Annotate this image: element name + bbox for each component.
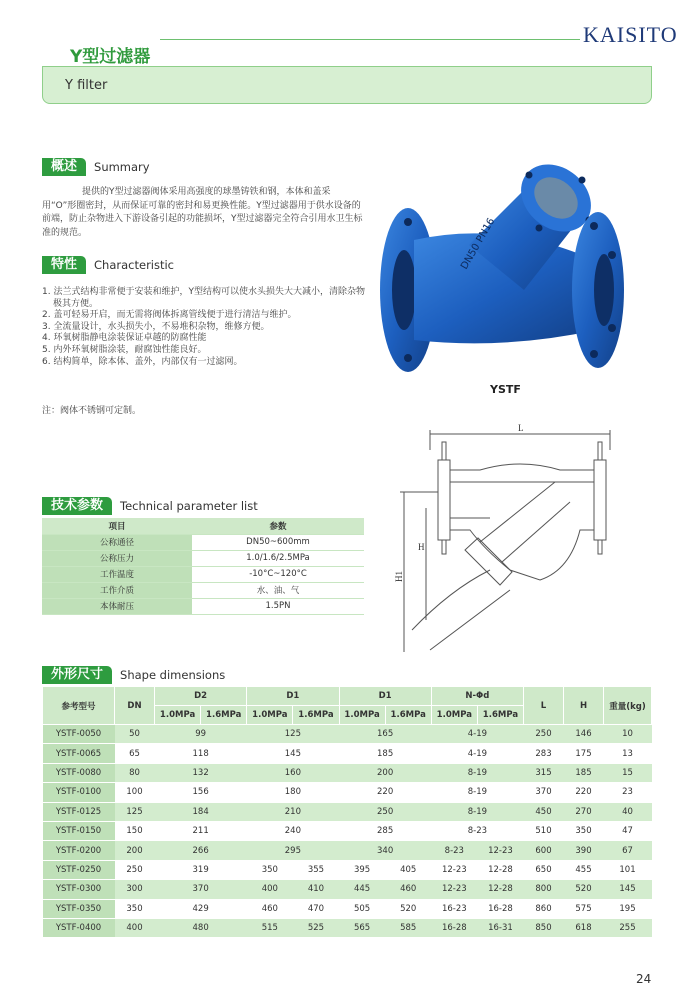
table-cell: 16-28	[477, 899, 523, 918]
table-cell: YSTF-0050	[43, 725, 115, 744]
tech-tag: 技术参数	[42, 497, 112, 515]
table-cell: YSTF-0125	[43, 802, 115, 821]
table-cell: 350	[247, 860, 293, 879]
summary-label: Summary	[94, 160, 150, 174]
sub-col: 1.6MPa	[385, 706, 431, 725]
table-cell: 266	[155, 841, 247, 860]
table-cell: 860	[524, 899, 564, 918]
table-cell: 220	[564, 783, 604, 802]
list-item: 2. 盖可轻易开启，而无需将阀体拆离管线便于进行清洁与维护。	[42, 310, 297, 321]
table-cell: 185	[339, 744, 431, 763]
sub-col: 1.0MPa	[339, 706, 385, 725]
summary-tag: 概述	[42, 158, 86, 176]
table-cell: 水、油、气	[192, 582, 364, 598]
table-cell: 355	[293, 860, 339, 879]
table-cell: 285	[339, 821, 431, 840]
table-cell: 150	[115, 821, 155, 840]
list-item: 3. 全流量设计，水头损失小，不易堆积杂物，维修方便。	[42, 321, 270, 332]
table-cell: 13	[604, 744, 652, 763]
table-cell: 99	[155, 725, 247, 744]
brand-rule	[160, 39, 580, 40]
page-number: 24	[636, 972, 652, 986]
table-cell: 510	[524, 821, 564, 840]
table-cell: 1.0/1.6/2.5MPa	[192, 550, 364, 566]
table-cell: 250	[339, 802, 431, 821]
table-cell: 650	[524, 860, 564, 879]
list-item: 1. 法兰式结构非常便于安装和维护，Y型结构可以使水头损失大大减小，清除杂物极其方便。	[42, 287, 365, 309]
list-item: 4. 环氧树脂静电涂装保证卓越的防腐性能	[42, 333, 207, 344]
table-cell: 800	[524, 880, 564, 899]
table-cell: 65	[115, 744, 155, 763]
product-label: YSTF	[490, 383, 521, 396]
table-cell: 520	[564, 880, 604, 899]
table-cell: 本体耐压	[42, 598, 192, 614]
table-cell: 250	[524, 725, 564, 744]
table-row	[43, 821, 652, 840]
col-d1b: D1	[339, 687, 431, 706]
table-cell: 400	[115, 918, 155, 937]
table-cell: 47	[604, 821, 652, 840]
table-cell: 4-19	[431, 744, 523, 763]
table-cell: 390	[564, 841, 604, 860]
table-row	[43, 899, 652, 918]
table-cell: 410	[293, 880, 339, 899]
table-cell: 23	[604, 783, 652, 802]
col-d1a: D1	[247, 687, 339, 706]
dims-heading	[42, 666, 225, 684]
table-cell: 460	[385, 880, 431, 899]
table-cell: 575	[564, 899, 604, 918]
title-box	[42, 66, 652, 104]
note-text: 注：阀体不锈钢可定制。	[42, 406, 142, 416]
table-cell: YSTF-0400	[43, 918, 115, 937]
table-cell: 210	[247, 802, 339, 821]
dim-H-label: H	[418, 542, 425, 552]
table-cell: 455	[564, 860, 604, 879]
table-cell: YSTF-0100	[43, 783, 115, 802]
table-cell: 10	[604, 725, 652, 744]
table-cell: 156	[155, 783, 247, 802]
table-cell: DN50~600mm	[192, 534, 364, 550]
dim-H1-label: H1	[394, 571, 404, 582]
page-title: Y型过滤器	[70, 47, 151, 67]
table-cell: 125	[247, 725, 339, 744]
table-row	[42, 534, 364, 550]
shape-dimensions-table	[42, 686, 652, 938]
table-cell: 565	[339, 918, 385, 937]
table-cell: 429	[155, 899, 247, 918]
table-cell: 200	[115, 841, 155, 860]
table-row	[43, 802, 652, 821]
table-cell: 公称通径	[42, 534, 192, 550]
table-cell: 185	[564, 763, 604, 782]
table-cell: 200	[339, 763, 431, 782]
table-cell: 480	[155, 918, 247, 937]
table-cell: 8-19	[431, 802, 523, 821]
table-cell: 8-23	[431, 821, 523, 840]
table-cell: 125	[115, 802, 155, 821]
table-row	[43, 763, 652, 782]
valve-photo	[374, 150, 632, 378]
summary-text: 提供的Y型过滤器阀体采用高强度的球墨铸铁和钢，本体和盖采用“O”形圈密封，从而保证可靠的密封和易更换性能。Y型过滤器用于供水设备的前端，防止杂物进入下游设备引起的功能损坏，Y型过滤器完全符合引用水卫生标准的规范。	[42, 187, 363, 238]
table-row	[43, 725, 652, 744]
table-cell: 101	[604, 860, 652, 879]
table-cell: 146	[564, 725, 604, 744]
table-cell: YSTF-0350	[43, 899, 115, 918]
table-cell: 80	[115, 763, 155, 782]
table-cell: 585	[385, 918, 431, 937]
table-cell: 515	[247, 918, 293, 937]
table-cell: 175	[564, 744, 604, 763]
table-cell: 8-23	[431, 841, 477, 860]
table-cell: 132	[155, 763, 247, 782]
table-cell: 118	[155, 744, 247, 763]
table-row	[42, 566, 364, 582]
sub-col: 1.6MPa	[477, 706, 523, 725]
table-cell: 145	[604, 880, 652, 899]
table-cell: 184	[155, 802, 247, 821]
table-cell: 470	[293, 899, 339, 918]
table-cell: 67	[604, 841, 652, 860]
col-n: N-Φd	[431, 687, 523, 706]
table-cell: 505	[339, 899, 385, 918]
table-row	[43, 783, 652, 802]
table-cell: 350	[564, 821, 604, 840]
table-cell: 250	[115, 860, 155, 879]
col-dn: DN	[115, 687, 155, 725]
list-item: 5. 内外环氧树脂涂装，耐腐蚀性能良好。	[42, 344, 207, 355]
table-cell: YSTF-0150	[43, 821, 115, 840]
table-cell: 12-23	[431, 860, 477, 879]
table-cell: 300	[115, 880, 155, 899]
table-cell: 工作介质	[42, 582, 192, 598]
table-cell: 850	[524, 918, 564, 937]
table-cell: 8-19	[431, 763, 523, 782]
table-cell: 160	[247, 763, 339, 782]
table-cell: 370	[524, 783, 564, 802]
page-subtitle: Y filter	[65, 78, 108, 93]
table-cell: 12-28	[477, 860, 523, 879]
table-cell: 405	[385, 860, 431, 879]
table-cell: 520	[385, 899, 431, 918]
tech-heading	[42, 497, 258, 515]
table-cell: 12-23	[431, 880, 477, 899]
table-cell: 450	[524, 802, 564, 821]
valve-body-mark: DN50 PN16	[459, 216, 498, 272]
table-cell: 180	[247, 783, 339, 802]
table-cell: 100	[115, 783, 155, 802]
table-cell: 4-19	[431, 725, 523, 744]
table-cell: 600	[524, 841, 564, 860]
table-header-row	[42, 518, 364, 534]
tech-param-table	[42, 518, 364, 615]
table-cell: 12-23	[477, 841, 523, 860]
table-cell: 145	[247, 744, 339, 763]
table-cell: 395	[339, 860, 385, 879]
table-cell: 165	[339, 725, 431, 744]
sub-col: 1.0MPa	[431, 706, 477, 725]
table-cell: YSTF-0065	[43, 744, 115, 763]
table-row	[43, 918, 652, 937]
dims-tag: 外形尺寸	[42, 666, 112, 684]
table-cell: 50	[115, 725, 155, 744]
table-cell: 400	[247, 880, 293, 899]
table-row	[42, 598, 364, 614]
table-cell: 618	[564, 918, 604, 937]
table-cell: 255	[604, 918, 652, 937]
table-cell: 15	[604, 763, 652, 782]
table-cell: 16-23	[431, 899, 477, 918]
table-cell: 350	[115, 899, 155, 918]
table-cell: -10°C~120°C	[192, 566, 364, 582]
table-row	[42, 550, 364, 566]
col-h: H	[564, 687, 604, 725]
table-cell: 1.5PN	[192, 598, 364, 614]
table-cell: 211	[155, 821, 247, 840]
table-cell: 40	[604, 802, 652, 821]
table-row	[43, 880, 652, 899]
table-cell: 270	[564, 802, 604, 821]
table-cell: 8-19	[431, 783, 523, 802]
table-cell: YSTF-0200	[43, 841, 115, 860]
col-d2: D2	[155, 687, 247, 706]
table-cell: 460	[247, 899, 293, 918]
sub-col: 1.6MPa	[201, 706, 247, 725]
table-cell: 340	[339, 841, 431, 860]
table-cell: 工作温度	[42, 566, 192, 582]
table-cell: 370	[155, 880, 247, 899]
table-cell: 16-31	[477, 918, 523, 937]
sub-col: 1.6MPa	[293, 706, 339, 725]
table-row	[43, 744, 652, 763]
list-item: 6. 结构简单，除本体、盖外，内部仅有一过滤网。	[42, 356, 243, 367]
col-model: 参考型号	[43, 687, 115, 725]
sub-col: 1.0MPa	[247, 706, 293, 725]
table-cell: 240	[247, 821, 339, 840]
table-row	[42, 582, 364, 598]
table-cell: YSTF-0300	[43, 880, 115, 899]
table-cell: 295	[247, 841, 339, 860]
table-header-cell: 参数	[192, 518, 364, 534]
table-row	[43, 841, 652, 860]
characteristic-heading	[42, 256, 174, 274]
table-cell: 525	[293, 918, 339, 937]
tech-label: Technical parameter list	[120, 499, 258, 513]
table-cell: 12-28	[477, 880, 523, 899]
col-weight: 重量(kg)	[604, 687, 652, 725]
col-l: L	[524, 687, 564, 725]
summary-heading	[42, 158, 150, 176]
characteristic-label: Characteristic	[94, 258, 175, 272]
table-cell: YSTF-0250	[43, 860, 115, 879]
characteristic-tag: 特性	[42, 256, 86, 274]
table-cell: 319	[155, 860, 247, 879]
table-row	[43, 860, 652, 879]
dim-L-label: L	[518, 423, 524, 433]
brand-logo: KAISITO	[583, 22, 678, 47]
table-cell: 315	[524, 763, 564, 782]
table-cell: 220	[339, 783, 431, 802]
table-cell: 445	[339, 880, 385, 899]
table-header-cell: 项目	[42, 518, 192, 534]
sub-col: 1.0MPa	[155, 706, 201, 725]
table-cell: YSTF-0080	[43, 763, 115, 782]
characteristic-list	[42, 287, 372, 368]
table-cell: 195	[604, 899, 652, 918]
dims-label: Shape dimensions	[120, 668, 226, 682]
table-cell: 公称压力	[42, 550, 192, 566]
table-cell: 16-28	[431, 918, 477, 937]
dimension-drawing	[390, 420, 628, 660]
table-cell: 283	[524, 744, 564, 763]
